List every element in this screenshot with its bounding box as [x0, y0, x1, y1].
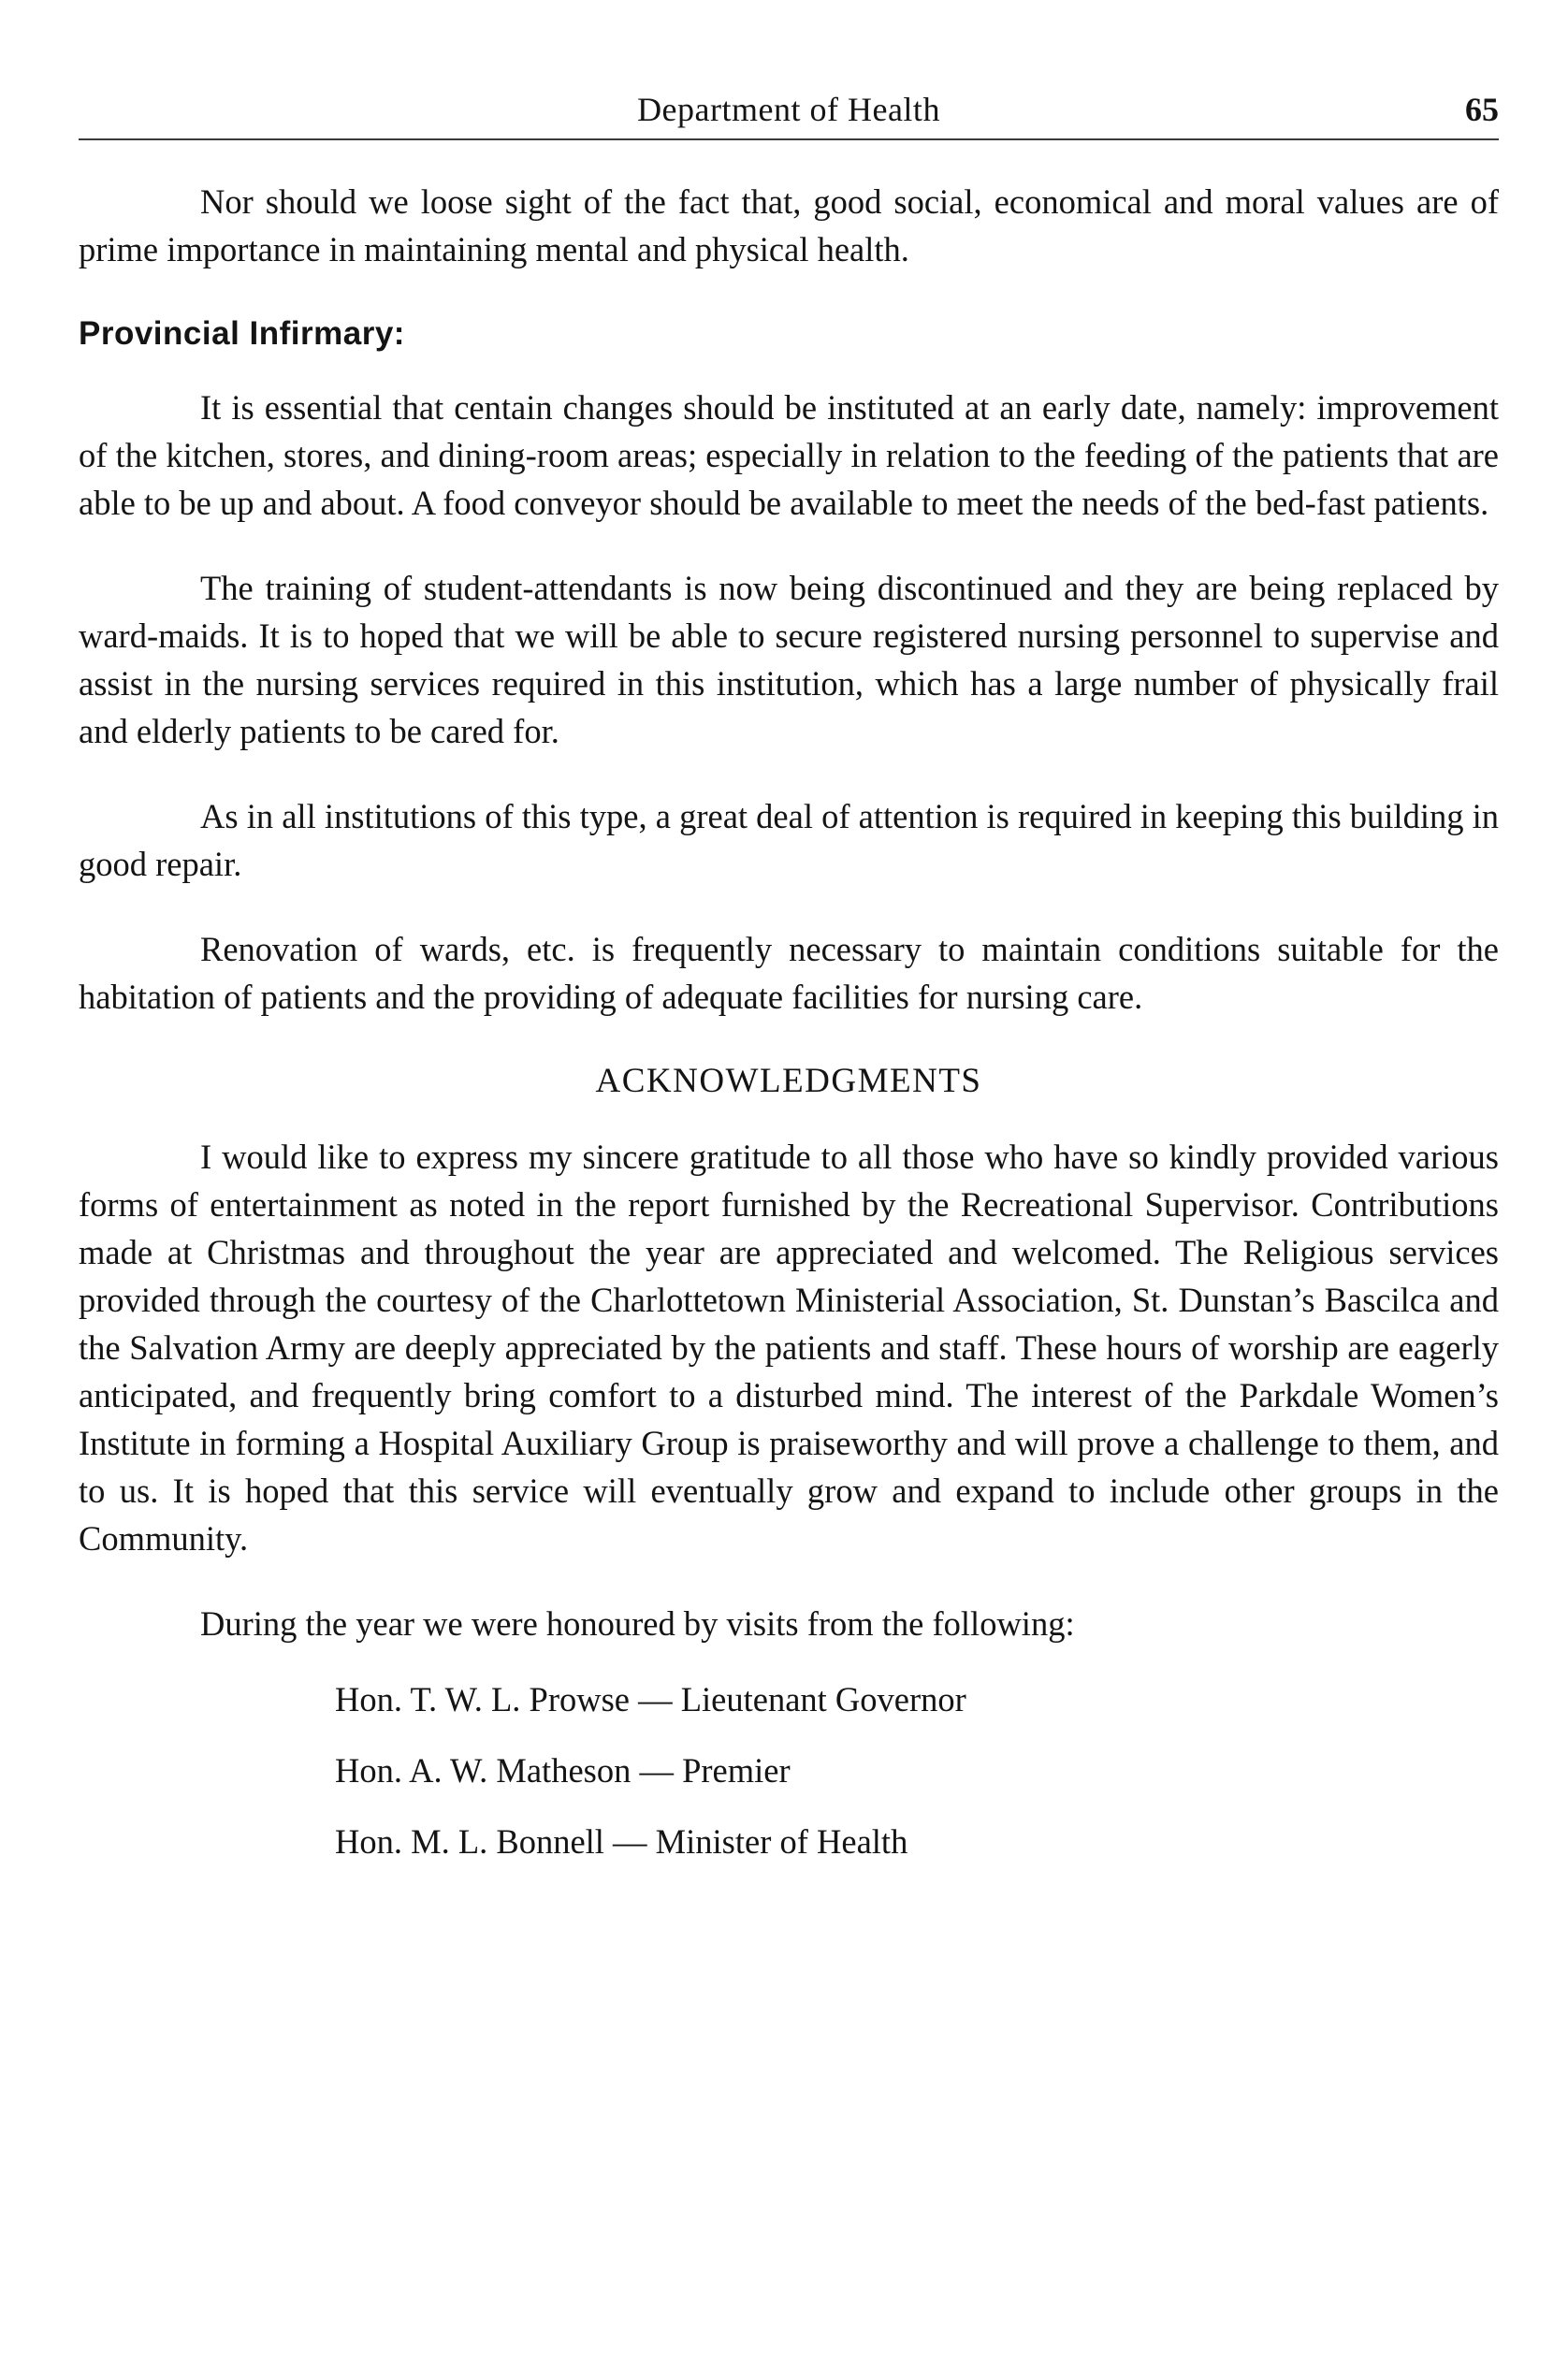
section-heading-provincial-infirmary: Provincial Infirmary:	[79, 315, 405, 352]
infirmary-paragraph-3: As in all institutions of this type, a great deal of attention is required in keeping this building in good repair.	[79, 797, 1499, 883]
page-number: 65	[1465, 91, 1499, 128]
visitor-list	[335, 1675, 1499, 1865]
visitor-item: Hon. A. W. Matheson — Premier	[335, 1751, 791, 1790]
visitor-item: Hon. M. L. Bonnell — Minister of Health	[335, 1822, 908, 1861]
visitor-item: Hon. T. W. L. Prowse — Lieutenant Governor	[335, 1680, 966, 1718]
section-heading-acknowledgments: ACKNOWLEDGMENTS	[595, 1062, 982, 1100]
visits-intro: During the year we were honoured by visits from the following:	[200, 1604, 1075, 1643]
acknowledgments-paragraph: I would like to express my sincere gratitude to all those who have so kindly provided various forms of entertainment as noted in the report furnished by the Recreational Supervisor. Contributions made at Christmas and throughout the year are appreciated and welcomed. The Religious services provided through the courtesy of the Charlottetown Ministerial Association, St. Dunstan’s Bascilca and the Salvation Army are deeply appreciated by the patients and staff. These hours of worship are eagerly anticipated, and frequently bring comfort to a disturbed mind. The interest of the Parkdale Women’s Institute in forming a Hospital Auxiliary Group is praiseworthy and will prove a challenge to them, and to us. It is hoped that this service will eventually grow and expand to include other groups in the Community.	[79, 1138, 1499, 1558]
running-header	[79, 90, 1499, 140]
running-title: Department of Health	[637, 91, 940, 128]
body-text	[79, 178, 1499, 1865]
intro-paragraph: Nor should we loose sight of the fact that, good social, economical and moral values are of prime importance in maintaining mental and physical health.	[79, 182, 1499, 268]
infirmary-paragraph-4: Renovation of wards, etc. is frequently necessary to maintain conditions suitable for the habitation of patients and the providing of adequate facilities for nursing care.	[79, 930, 1499, 1016]
infirmary-paragraph-1: It is essential that centain changes should be instituted at an early date, namely: improvement of the kitchen, stores, and dining-room areas; especially in relation to the feeding of the patients that are able to be up and about. A food conveyor should be available to meet the needs of the bed-fast patients.	[79, 388, 1499, 522]
document-page	[79, 90, 1499, 1889]
infirmary-paragraph-2: The training of student-attendants is now being discontinued and they are being replaced by ward-maids. It is to hoped that we will be able to secure registered nursing personnel to supervise and assist in the nursing services required in this institution, which has a large number of physically frail and elderly patients to be cared for.	[79, 569, 1499, 750]
